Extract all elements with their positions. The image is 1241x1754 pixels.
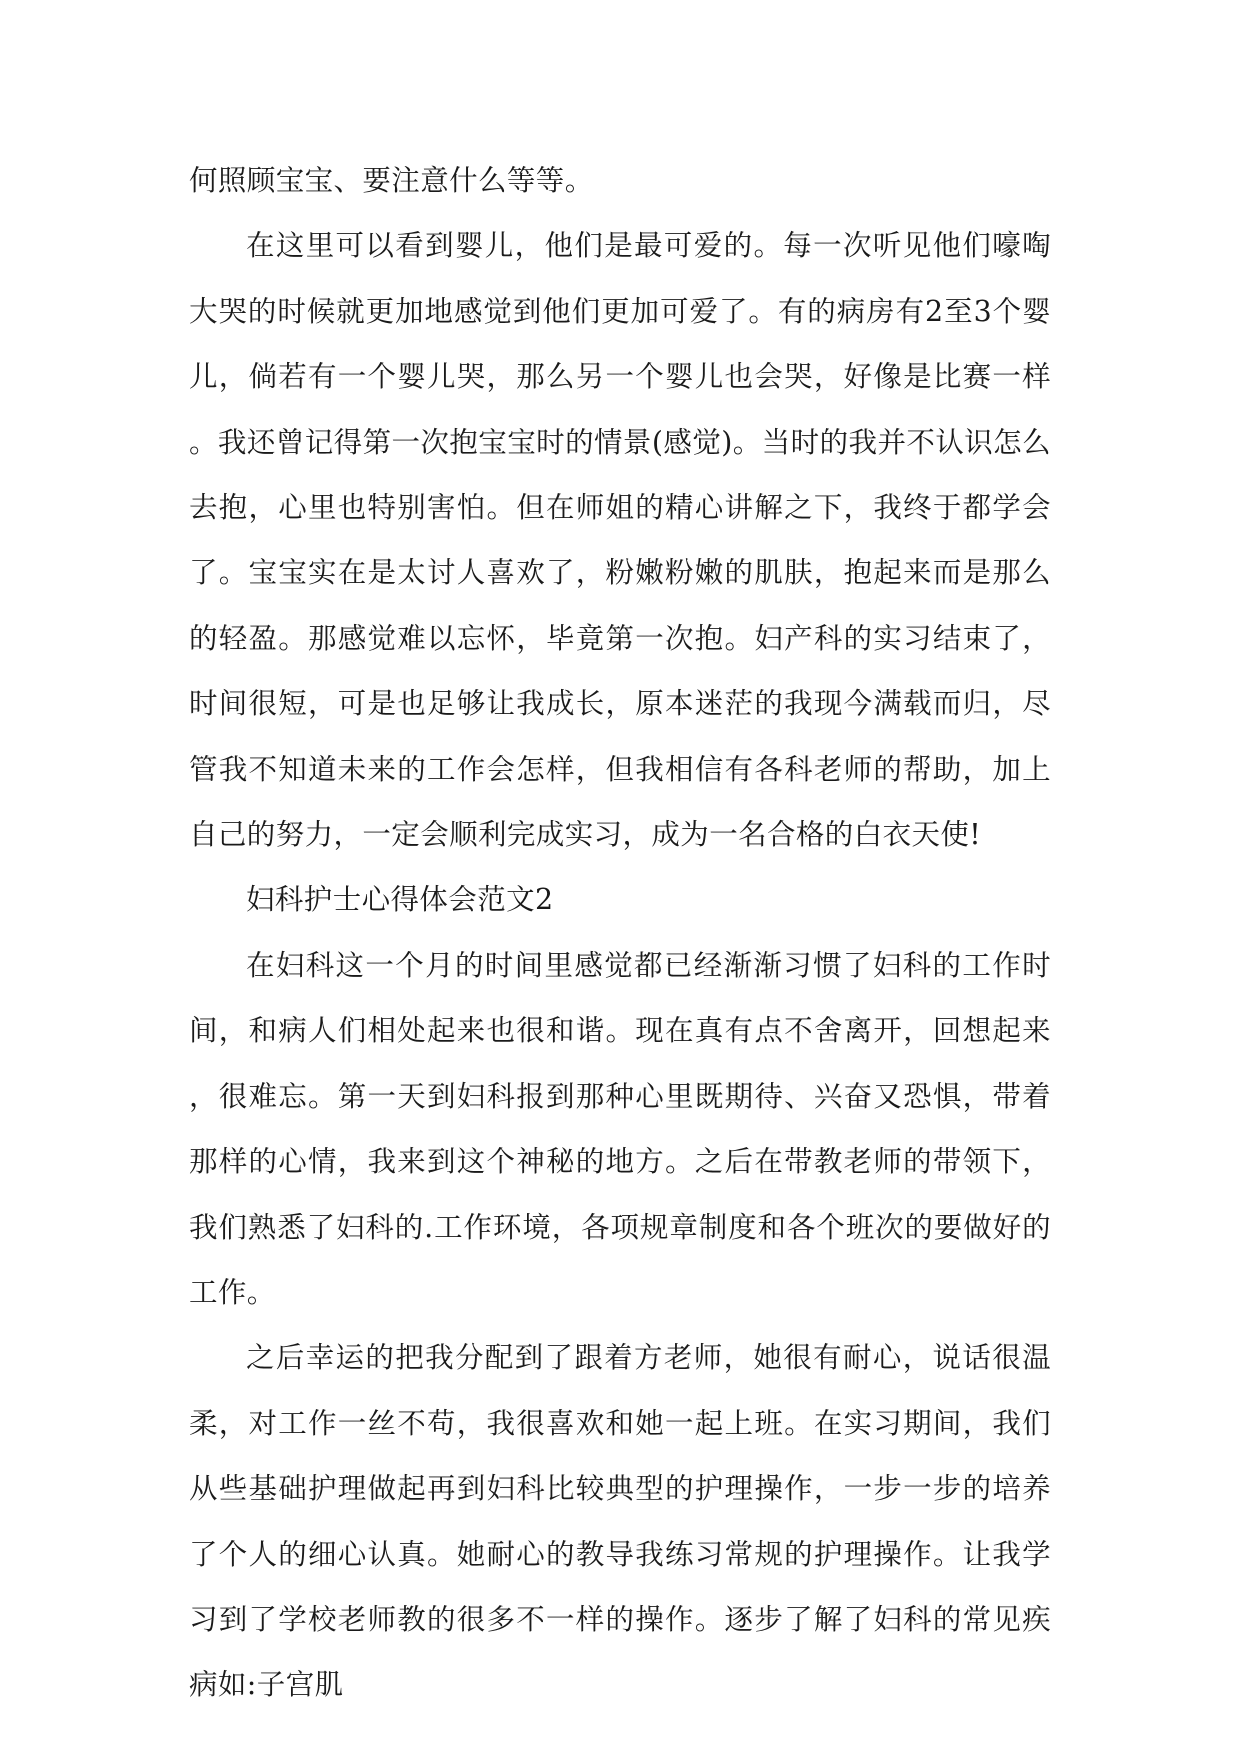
paragraph-teacher-fang: 之后幸运的把我分配到了跟着方老师，她很有耐心，说话很温柔，对工作一丝不苟，我很喜欢和她一起上班。在实习期间，我们从些基础护理做起再到妇科比较典型的护理操作，一步一步的培养了个人的细心认真。她耐心的教导我练习常规的护理操作。让我学习到了学校老师教的很多不一样的操作。逐步了解了妇科的常见疾病如:子宫肌 [189, 1341, 1051, 1702]
paragraph-gynecology-month: 在妇科这一个月的时间里感觉都已经渐渐习惯了妇科的工作时间，和病人们相处起来也很和谐。现在真有点不舍离开，回想起来，很难忘。第一天到妇科报到那种心里既期待、兴奋又恐惧，带着那样的心情，我来到这个神秘的地方。之后在带教老师的带领下，我们熟悉了妇科的.工作环境，各项规章制度和各个班次的要做好的工作。 [189, 948, 1051, 1309]
paragraph-continuation: 何照顾宝宝、要注意什么等等。 [189, 164, 594, 197]
paragraph-babies: 在这里可以看到婴儿，他们是最可爱的。每一次听见他们嚎啕大哭的时候就更加地感觉到他们更加可爱了。有的病房有2至3个婴儿，倘若有一个婴儿哭，那么另一个婴儿也会哭，好像是比赛一样。我还曾记得第一次抱宝宝时的情景(感觉)。当时的我并不认识怎么去抱，心里也特别害怕。但在师姐的精心讲解之下，我终于都学会了。宝宝实在是太讨人喜欢了，粉嫩粉嫩的肌肤，抱起来而是那么的轻盈。那感觉难以忘怀，毕竟第一次抱。妇产科的实习结束了，时间很短，可是也足够让我成长，原本迷茫的我现今满载而归，尽管我不知道未来的工作会怎样，但我相信有各科老师的帮助，加上自己的努力，一定会顺利完成实习，成为一名合格的白衣天使! [189, 229, 1051, 852]
document-body [189, 148, 1051, 1718]
section-heading: 妇科护士心得体会范文2 [246, 883, 554, 917]
